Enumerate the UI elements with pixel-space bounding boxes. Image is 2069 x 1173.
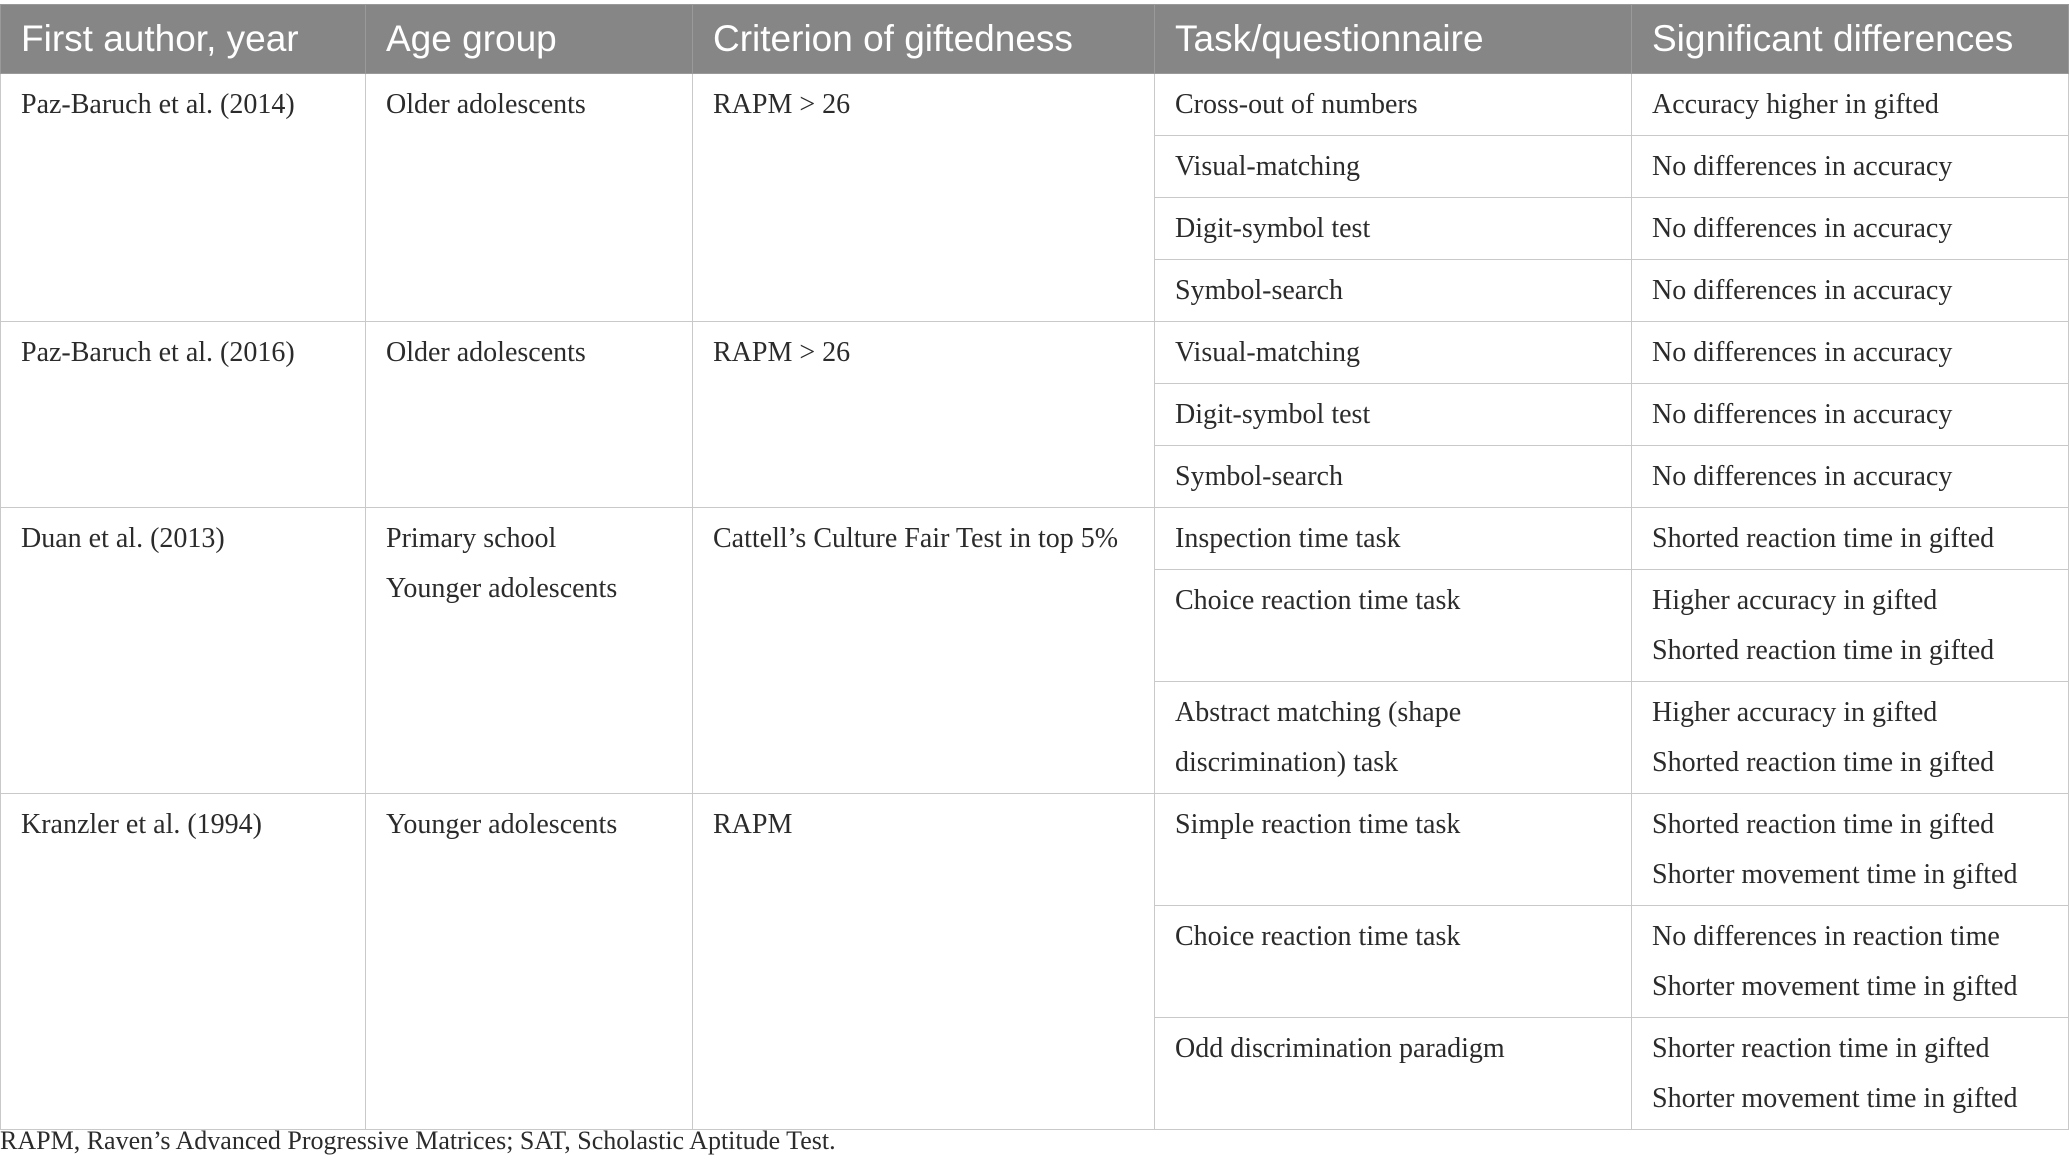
task-cell (1155, 384, 1632, 446)
table-body (1, 74, 2069, 1130)
header-row (1, 5, 2069, 74)
differences-cell (1632, 74, 2069, 136)
criterion-cell: RAPM > 26 (693, 322, 1155, 508)
header-significant-differences: Significant differences (1632, 5, 2069, 74)
differences-cell (1632, 682, 2069, 794)
cell-line: Choice reaction time task (1175, 921, 1461, 952)
table-footnote: RAPM, Raven’s Advanced Progressive Matrices; SAT, Scholastic Aptitude Test. (0, 1126, 836, 1155)
cell-line: Visual-matching (1175, 337, 1360, 368)
cell-line: Simple reaction time task (1175, 809, 1461, 840)
cell-line: Inspection time task (1175, 523, 1401, 554)
cell-line: No differences in accuracy (1652, 461, 1953, 492)
table-row (1, 322, 2069, 384)
cell-line: Shorter movement time in gifted (1652, 1083, 2018, 1114)
author-link[interactable]: Duan et al. (2013) (1, 508, 366, 794)
task-cell (1155, 322, 1632, 384)
cell-line: Older adolescents (386, 337, 586, 368)
cell-line: Shorter movement time in gifted (1652, 971, 2018, 1002)
task-cell (1155, 794, 1632, 906)
header-task: Task/questionnaire (1155, 5, 1632, 74)
cell-line: Digit-symbol test (1175, 213, 1371, 244)
cell-line: Shorter reaction time in gifted (1652, 1033, 1990, 1064)
author-link[interactable]: Paz-Baruch et al. (2014) (1, 74, 366, 322)
header-age-group: Age group (366, 5, 693, 74)
cell-line: Abstract matching (shape (1175, 697, 1462, 728)
cell-line: Older adolescents (386, 89, 586, 120)
differences-cell (1632, 446, 2069, 508)
task-cell (1155, 74, 1632, 136)
criterion-cell: RAPM (693, 794, 1155, 1130)
header-criterion: Criterion of giftedness (693, 5, 1155, 74)
cell-line: Higher accuracy in gifted (1652, 585, 1938, 616)
task-cell (1155, 682, 1632, 794)
differences-cell (1632, 322, 2069, 384)
cell-line: Symbol-search (1175, 461, 1343, 492)
cell-line: No differences in accuracy (1652, 399, 1953, 430)
table-row (1, 74, 2069, 136)
header-first-author: First author, year (1, 5, 366, 74)
task-cell (1155, 570, 1632, 682)
differences-cell (1632, 1018, 2069, 1130)
cell-line: No differences in reaction time (1652, 921, 2000, 952)
cell-line: Shorter movement time in gifted (1652, 859, 2018, 890)
task-cell (1155, 446, 1632, 508)
cell-line: Primary school (386, 523, 557, 554)
cell-line: Odd discrimination paradigm (1175, 1033, 1505, 1064)
cell-line: No differences in accuracy (1652, 275, 1953, 306)
task-cell (1155, 136, 1632, 198)
age-group-cell (366, 322, 693, 508)
differences-cell (1632, 570, 2069, 682)
differences-cell (1632, 136, 2069, 198)
cell-line: Shorted reaction time in gifted (1652, 635, 1995, 666)
cell-line: No differences in accuracy (1652, 213, 1953, 244)
cell-line: Younger adolescents (386, 573, 618, 604)
cell-line: Accuracy higher in gifted (1652, 89, 1939, 120)
age-group-cell (366, 794, 693, 1130)
cell-line: Cross-out of numbers (1175, 89, 1418, 120)
differences-cell (1632, 508, 2069, 570)
cell-line: discrimination) task (1175, 747, 1399, 778)
cell-line: Higher accuracy in gifted (1652, 697, 1938, 728)
task-cell (1155, 1018, 1632, 1130)
table-row (1, 794, 2069, 906)
differences-cell (1632, 384, 2069, 446)
age-group-cell (366, 508, 693, 794)
differences-cell (1632, 260, 2069, 322)
task-cell (1155, 198, 1632, 260)
differences-cell (1632, 906, 2069, 1018)
criterion-cell: Cattell’s Culture Fair Test in top 5% (693, 508, 1155, 794)
cell-line: No differences in accuracy (1652, 151, 1953, 182)
cell-line: Visual-matching (1175, 151, 1360, 182)
cell-line: Symbol-search (1175, 275, 1343, 306)
cell-line: Younger adolescents (386, 809, 618, 840)
differences-cell (1632, 794, 2069, 906)
age-group-cell (366, 74, 693, 322)
cell-line: Shorted reaction time in gifted (1652, 809, 1995, 840)
author-link[interactable]: Kranzler et al. (1994) (1, 794, 366, 1130)
table-row (1, 508, 2069, 570)
criterion-cell: RAPM > 26 (693, 74, 1155, 322)
cell-line: No differences in accuracy (1652, 337, 1953, 368)
task-cell (1155, 906, 1632, 1018)
cell-line: Digit-symbol test (1175, 399, 1371, 430)
cell-line: Shorted reaction time in gifted (1652, 747, 1995, 778)
task-cell (1155, 508, 1632, 570)
differences-cell (1632, 198, 2069, 260)
cell-line: Choice reaction time task (1175, 585, 1461, 616)
task-cell (1155, 260, 1632, 322)
studies-table (0, 4, 2069, 1130)
cell-line: Shorted reaction time in gifted (1652, 523, 1995, 554)
author-link[interactable]: Paz-Baruch et al. (2016) (1, 322, 366, 508)
